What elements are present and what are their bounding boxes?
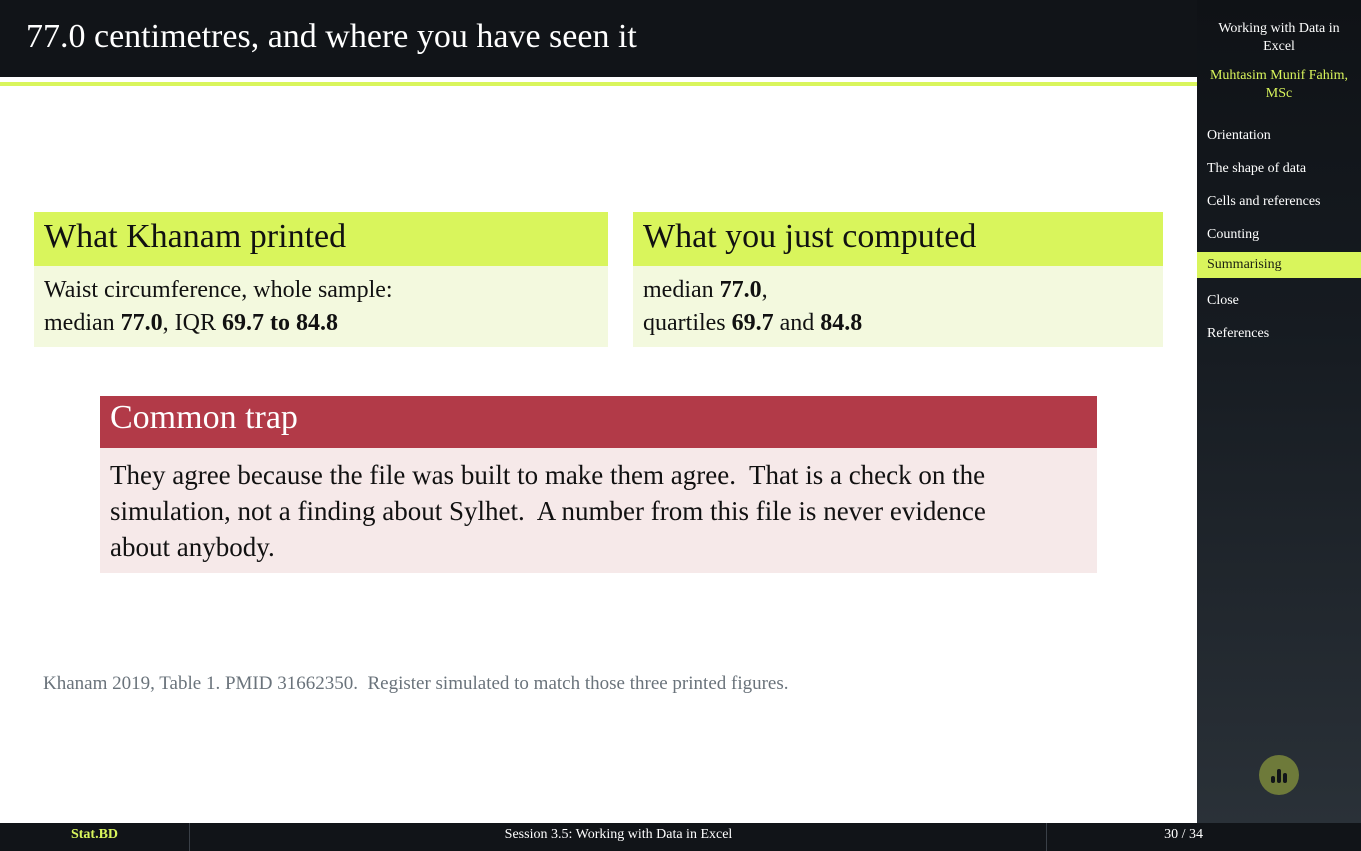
sidebar-item-cells-and-references[interactable]: Cells and references — [1207, 194, 1321, 209]
sidebar-item-close[interactable]: Close — [1207, 293, 1239, 308]
trap-block — [100, 396, 1097, 573]
sidebar-item-references[interactable]: References — [1207, 326, 1270, 341]
slide-title: 77.0 centimetres, and where you have seen it — [26, 18, 637, 55]
computed-q1-value: 69.7 — [731, 310, 774, 336]
printed-block — [34, 212, 608, 347]
printed-iqr-value: 69.7 to 84.8 — [221, 310, 338, 336]
computed-q3-value: 84.8 — [820, 310, 863, 336]
footer-page-number: 30 / 34 — [1164, 827, 1203, 842]
printed-block-heading: What Khanam printed — [34, 212, 608, 266]
computed-line-1 — [643, 274, 1153, 307]
trap-block-heading: Common trap — [100, 396, 1097, 448]
sidebar — [1197, 0, 1361, 823]
printed-median-prefix: median — [44, 310, 121, 336]
sidebar-item-orientation[interactable]: Orientation — [1207, 128, 1271, 143]
printed-iqr-prefix: , IQR — [162, 310, 222, 336]
sidebar-item-counting[interactable]: Counting — [1207, 227, 1260, 242]
sidebar-item-shape-of-data[interactable]: The shape of data — [1207, 161, 1307, 176]
trap-block-body — [100, 448, 1097, 573]
computed-quartiles-prefix: quartiles — [643, 310, 732, 336]
sidebar-nav — [1197, 120, 1361, 351]
trap-line-3: about anybody. — [110, 532, 275, 562]
slide-header — [0, 0, 1197, 77]
header-divider — [0, 82, 1197, 86]
printed-line-1: Waist circumference, whole sample: — [44, 277, 393, 303]
printed-median-value: 77.0 — [120, 310, 163, 336]
computed-block-body — [633, 266, 1163, 347]
trap-line-2: simulation, not a finding about Sylhet. A number from this file is never evidence — [110, 496, 986, 526]
sidebar-presentation-title: Working with Data in Excel — [1218, 21, 1340, 54]
source-note: Khanam 2019, Table 1. PMID 31662350. Register simulated to match those three printed figures. — [43, 673, 789, 694]
computed-block-heading: What you just computed — [633, 212, 1163, 266]
computed-median-value: 77.0 — [719, 277, 762, 303]
printed-block-body — [34, 266, 608, 347]
sidebar-author: Muhtasim Munif Fahim, MSc — [1209, 68, 1349, 101]
bar-chart-logo-icon — [1259, 755, 1299, 795]
footer-session: Session 3.5: Working with Data in Excel — [191, 823, 1047, 851]
trap-line-1: They agree because the file was built to make them agree. That is a check on the — [110, 460, 986, 490]
printed-line-2 — [44, 307, 598, 340]
computed-median-prefix: median — [643, 277, 720, 303]
slide-footer — [0, 823, 1361, 851]
computed-line-2 — [643, 307, 1153, 340]
computed-block — [633, 212, 1163, 347]
sidebar-item-summarising[interactable]: Summarising — [1197, 252, 1361, 278]
computed-quartiles-and: and — [773, 310, 821, 336]
footer-brand: Stat.BD — [0, 823, 190, 851]
computed-median-suffix: , — [761, 277, 768, 303]
